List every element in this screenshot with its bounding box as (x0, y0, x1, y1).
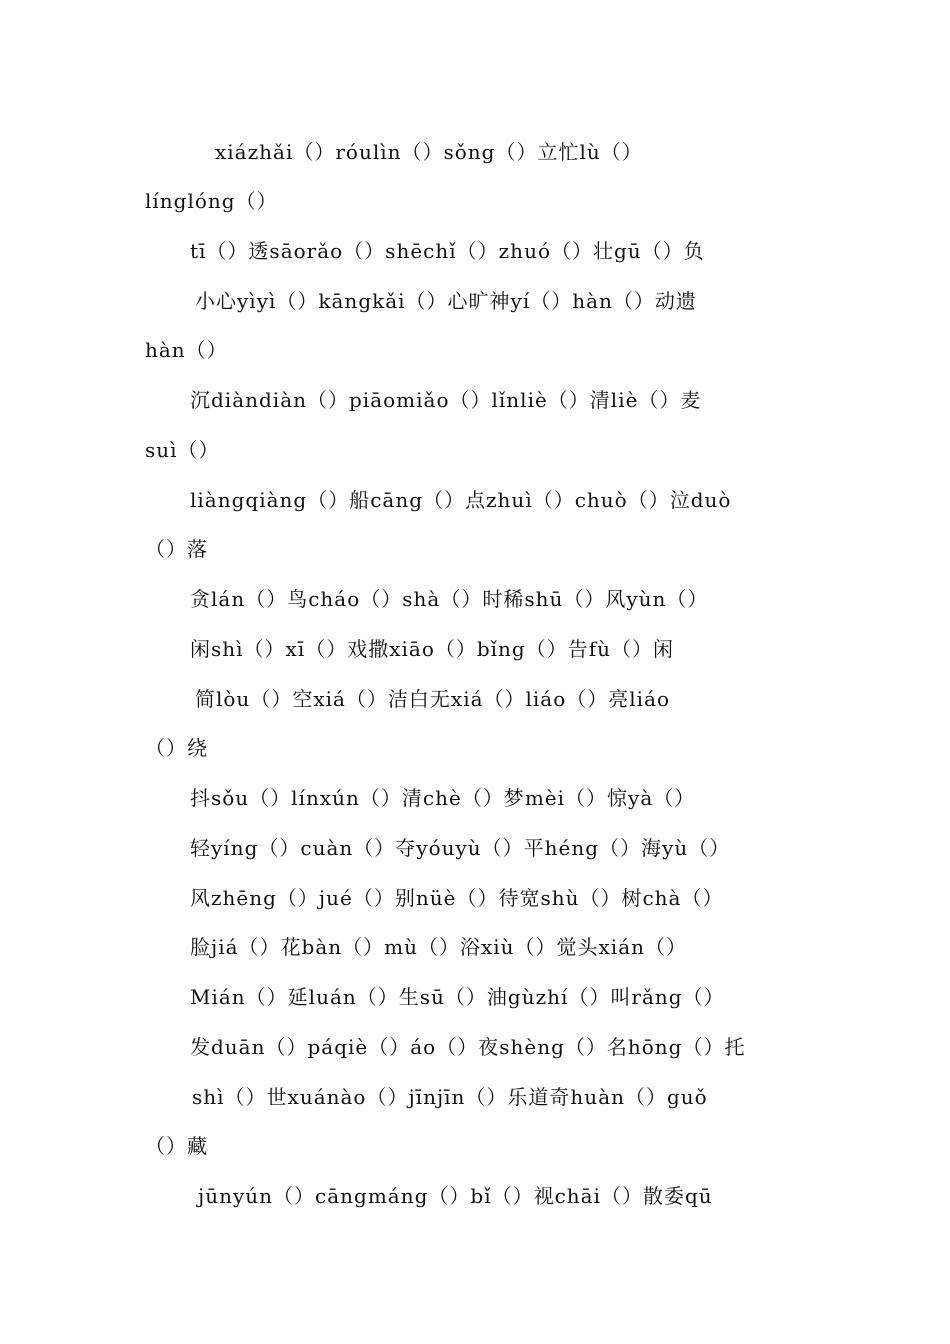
text-line: Mián（）延luán（）生sū（）油gùzhí（）叫rǎng（） (190, 985, 725, 1009)
text-line: 简lòu（）空xiá（）洁白无xiá（）liáo（）亮liáo (195, 687, 671, 711)
text-line: 沉diàndiàn（）piāomiǎo（）lǐnliè（）清liè（）麦 (190, 388, 702, 412)
text-line: （）藏 (145, 1134, 208, 1158)
text-line: 贪lán（）鸟cháo（）shà（）时稀shū（）风yùn（） (190, 587, 709, 611)
text-line: shì（）世xuánào（）jīnjīn（）乐道奇huàn（）guǒ (192, 1085, 708, 1109)
text-line: suì（） (145, 438, 220, 462)
text-line: 风zhēng（）jué（）别nüè（）待宽shù（）树chà（） (190, 886, 724, 910)
text-line: línglóng（） (145, 189, 278, 213)
text-line: （）落 (145, 537, 208, 561)
text-line: 脸jiá（）花bàn（）mù（）浴xiù（）觉头xián（） (190, 935, 688, 959)
text-line: xiázhǎi（）róulìn（）sǒng（）立忙lù（） (215, 140, 643, 164)
text-line: 发duān（）páqiè（）áo（）夜shèng（）名hōng（）托 (190, 1035, 746, 1059)
text-line: 轻yíng（）cuàn（）夺yóuyù（）平héng（）海yù（） (190, 836, 731, 860)
text-line: liàngqiàng（）船cāng（）点zhuì（）chuò（）泣duò (190, 488, 732, 512)
text-line: （）绕 (145, 736, 208, 760)
text-line: 抖sǒu（）línxún（）清chè（）梦mèi（）惊yà（） (190, 786, 696, 810)
text-line: 小心yìyì（）kāngkǎi（）心旷神yí（）hàn（）动遗 (195, 289, 697, 313)
text-line: tī（）透sāorǎo（）shēchǐ（）zhuó（）壮gū（）负 (190, 239, 705, 263)
text-line: hàn（） (145, 338, 228, 362)
text-line: jūnyún（）cāngmáng（）bǐ（）视chāi（）散委qū (198, 1184, 713, 1208)
text-line: 闲shì（）xī（）戏撒xiāo（）bǐng（）告fù（）闲 (190, 637, 675, 661)
